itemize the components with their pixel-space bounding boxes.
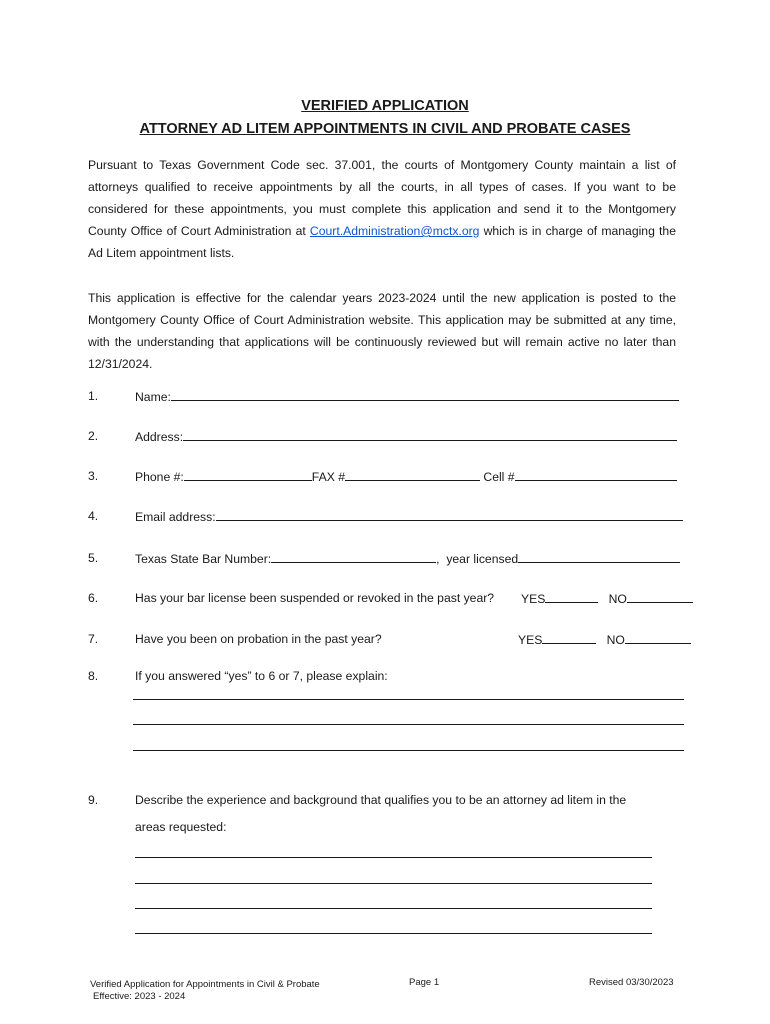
experience-line-3[interactable] bbox=[135, 908, 652, 909]
item-number-1: 1. bbox=[88, 389, 99, 403]
q7-yes-field[interactable] bbox=[542, 632, 596, 644]
item-number-2: 2. bbox=[88, 429, 99, 443]
q6-yes-label: YES bbox=[521, 592, 546, 606]
email-link[interactable]: Court.Administration@mctx.org bbox=[309, 224, 480, 238]
year-licensed-label: , year licensed bbox=[436, 552, 519, 566]
experience-line-1[interactable] bbox=[135, 857, 652, 858]
q7-yes-label: YES bbox=[518, 633, 543, 647]
fax-field[interactable] bbox=[345, 469, 480, 481]
footer-left-line-2: Effective: 2023 - 2024 bbox=[93, 991, 186, 1002]
cell-field[interactable] bbox=[515, 469, 677, 481]
question-9-text-line-2: areas requested: bbox=[135, 820, 227, 834]
question-8-text: If you answered “yes” to 6 or 7, please explain: bbox=[135, 669, 388, 683]
document-subtitle: ATTORNEY AD LITEM APPOINTMENTS IN CIVIL AND PROBATE CASES bbox=[139, 121, 631, 137]
fax-label: FAX # bbox=[311, 470, 345, 484]
name-label: Name: bbox=[135, 390, 171, 404]
explain-line-2[interactable] bbox=[133, 724, 684, 725]
item-number-8: 8. bbox=[88, 669, 99, 683]
experience-line-2[interactable] bbox=[135, 883, 652, 884]
email-field[interactable] bbox=[216, 509, 683, 521]
explain-line-3[interactable] bbox=[133, 750, 684, 751]
email-label: Email address: bbox=[135, 510, 216, 524]
phone-label: Phone #: bbox=[135, 470, 184, 484]
intro-text-after-link: which is in charge of managing the Ad Litem appointment lists. bbox=[88, 224, 676, 260]
address-field[interactable] bbox=[183, 429, 677, 441]
bar-number-row bbox=[135, 551, 680, 566]
item-number-3: 3. bbox=[88, 469, 99, 483]
question-9-text-line-1: Describe the experience and background that qualifies you to be an attorney ad litem in the bbox=[135, 793, 627, 807]
item-number-4: 4. bbox=[88, 509, 99, 523]
question-7-text: Have you been on probation in the past year? bbox=[135, 632, 382, 646]
item-number-6: 6. bbox=[88, 591, 99, 605]
experience-line-4[interactable] bbox=[135, 933, 652, 934]
email-row bbox=[135, 509, 683, 524]
q6-no-field[interactable] bbox=[627, 591, 693, 603]
question-6-answers bbox=[521, 591, 693, 606]
question-6-text: Has your bar license been suspended or revoked in the past year? bbox=[135, 591, 495, 605]
address-row bbox=[135, 429, 677, 444]
q7-no-label: NO bbox=[606, 633, 625, 647]
bar-number-label: Texas State Bar Number: bbox=[135, 552, 272, 566]
explain-line-1[interactable] bbox=[133, 699, 684, 700]
year-licensed-field[interactable] bbox=[518, 551, 680, 563]
phone-row bbox=[135, 469, 677, 484]
cell-label: Cell # bbox=[483, 470, 515, 484]
phone-field[interactable] bbox=[184, 469, 312, 481]
intro-paragraph-1 bbox=[88, 154, 676, 264]
address-label: Address: bbox=[135, 430, 184, 444]
q6-no-label: NO bbox=[608, 592, 627, 606]
question-7-answers bbox=[518, 632, 691, 647]
bar-number-field[interactable] bbox=[271, 551, 436, 563]
footer-page-number: Page 1 bbox=[409, 977, 440, 988]
footer-revised-date: Revised 03/30/2023 bbox=[589, 977, 674, 988]
document-title: VERIFIED APPLICATION bbox=[301, 98, 469, 114]
item-number-9: 9. bbox=[88, 793, 99, 807]
item-number-5: 5. bbox=[88, 551, 99, 565]
q6-yes-field[interactable] bbox=[545, 591, 598, 603]
footer-left-line-1: Verified Application for Appointments in Civil & Probate bbox=[90, 979, 320, 990]
name-row bbox=[135, 389, 679, 404]
intro-text-before-link: Pursuant to Texas Government Code sec. 37.001, the courts of Montgomery County maintain a list of attorneys qualified to receive appointments by all the courts, in all types of cases. If you want to be considered for these appointments, you must complete this application and send it to the Montgomery County Office of Court Administration at bbox=[88, 158, 676, 238]
intro-paragraph-2: This application is effective for the calendar years 2023-2024 until the new application is posted to the Montgomery County Office of Court Administration website. This application may be submitted at any time, with the understanding that applications will be continuously reviewed but will remain active no later than 12/31/2024. bbox=[88, 291, 676, 371]
item-number-7: 7. bbox=[88, 632, 99, 646]
name-field[interactable] bbox=[171, 389, 679, 401]
q7-no-field[interactable] bbox=[625, 632, 691, 644]
